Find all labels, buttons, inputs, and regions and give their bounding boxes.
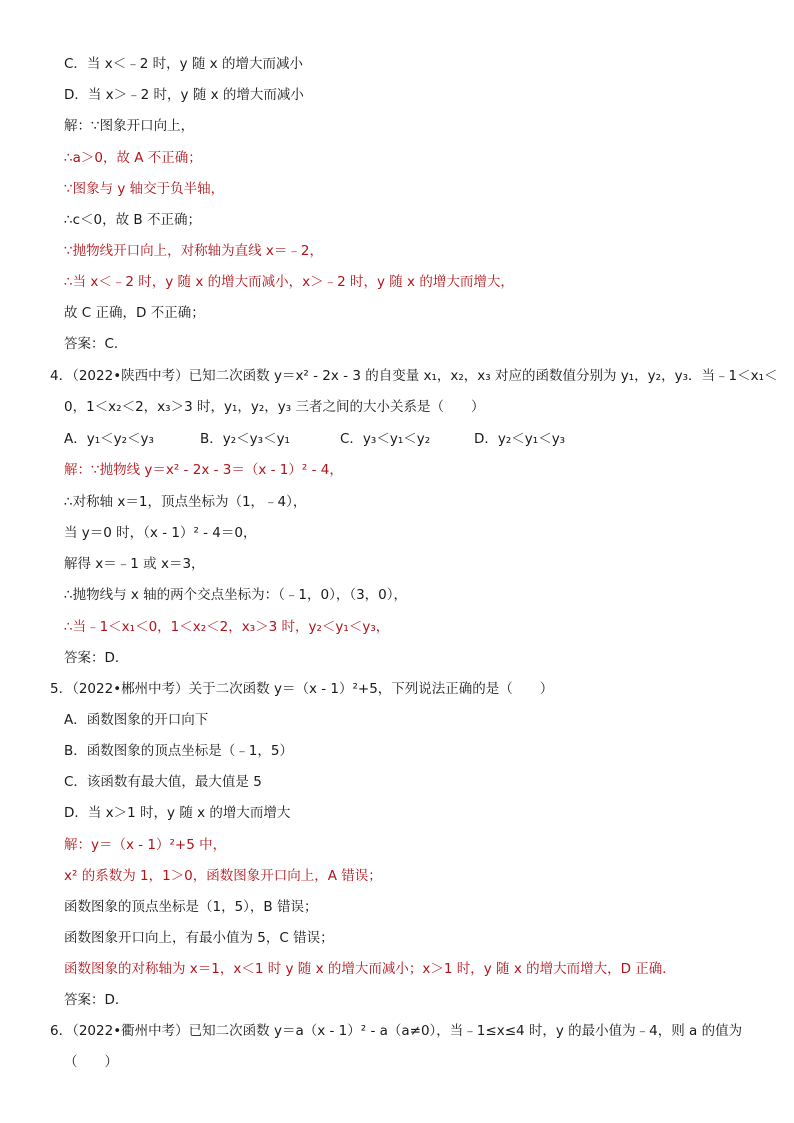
question-6-blank: （ ） xyxy=(64,1054,118,1070)
solution-line: 解：∵抛物线 y＝x² - 2x - 3＝（x - 1）² - 4， xyxy=(64,462,343,478)
option-b: B．y₂＜y₃＜y₁ xyxy=(200,431,290,447)
option-a: A．函数图象的开口向下 xyxy=(64,712,209,728)
question-4-options xyxy=(64,429,794,449)
option-d: D．当 x＞1 时，y 随 x 的增大而增大 xyxy=(64,805,291,821)
option-d: D．y₂＜y₁＜y₃ xyxy=(474,431,566,447)
option-b: B．函数图象的顶点坐标是（﹣1，5） xyxy=(64,743,293,759)
solution-line: 函数图象的对称轴为 x＝1，x＜1 时 y 随 x 的增大而减小；x＞1 时，y 随 x 的增大而增大，D 正确． xyxy=(64,961,676,977)
answer-line: 答案：D． xyxy=(64,992,129,1008)
solution-line: ∴c＜0，故 B 不正确； xyxy=(64,212,201,228)
solution-line: 解得 x＝﹣1 或 x＝3， xyxy=(64,556,205,572)
option-c: C．该函数有最大值，最大值是 5 xyxy=(64,774,262,790)
solution-line: 故 C 正确，D 不正确； xyxy=(64,305,205,321)
solution-line: ∴对称轴 x＝1，顶点坐标为（1，﹣4）， xyxy=(64,494,307,510)
solution-line: ∴当 x＜﹣2 时，y 随 x 的增大而减小，x＞﹣2 时，y 随 x 的增大而增大， xyxy=(64,274,514,290)
answer-line: 答案：D． xyxy=(64,650,129,666)
question-4-stem-cont: 0，1＜x₂＜2，x₃＞3 时，y₁，y₂，y₃ 三者之间的大小关系是（ ） xyxy=(64,399,485,415)
option-d: D．当 x＞﹣2 时，y 随 x 的增大而减小 xyxy=(64,87,304,103)
question-4-stem: 4．（2022•陕西中考）已知二次函数 y＝x² - 2x - 3 的自变量 x₁，x₂，x₃ 对应的函数值分别为 y₁，y₂，y₃．当﹣1＜x₁＜ xyxy=(50,368,778,384)
question-5-stem: 5．（2022•郴州中考）关于二次函数 y＝（x - 1）²+5，下列说法正确的是（ ） xyxy=(50,681,554,697)
solution-line: 解：∵图象开口向上， xyxy=(64,118,195,134)
answer-line: 答案：C． xyxy=(64,336,128,352)
solution-line: x² 的系数为 1，1＞0，函数图象开口向上，A 错误； xyxy=(64,868,382,884)
solution-line: ∵图象与 y 轴交于负半轴， xyxy=(64,181,225,197)
solution-line: ∴当﹣1＜x₁＜0，1＜x₂＜2，x₃＞3 时，y₂＜y₁＜y₃， xyxy=(64,619,390,635)
solution-line: ∴a＞0，故 A 不正确； xyxy=(64,150,202,166)
option-c: C．y₃＜y₁＜y₂ xyxy=(340,431,431,447)
question-6-stem: 6．（2022•衢州中考）已知二次函数 y＝a（x - 1）² - a（a≠0），当﹣1≤x≤4 时，y 的最小值为﹣4，则 a 的值为 xyxy=(50,1023,743,1039)
solution-line: 解：y＝（x - 1）²+5 中， xyxy=(64,837,227,853)
solution-line: ∵抛物线开口向上，对称轴为直线 x＝﹣2， xyxy=(64,243,323,259)
solution-line: ∴抛物线与 x 轴的两个交点坐标为：（﹣1，0），（3，0）， xyxy=(64,587,408,603)
solution-line: 当 y＝0 时，（x - 1）² - 4＝0， xyxy=(64,525,257,541)
solution-line: 函数图象开口向上，有最小值为 5，C 错误； xyxy=(64,930,334,946)
option-a: A．y₁＜y₂＜y₃ xyxy=(64,431,154,447)
option-c: C．当 x＜﹣2 时，y 随 x 的增大而减小 xyxy=(64,56,303,72)
solution-line: 函数图象的顶点坐标是（1，5），B 错误； xyxy=(64,899,318,915)
